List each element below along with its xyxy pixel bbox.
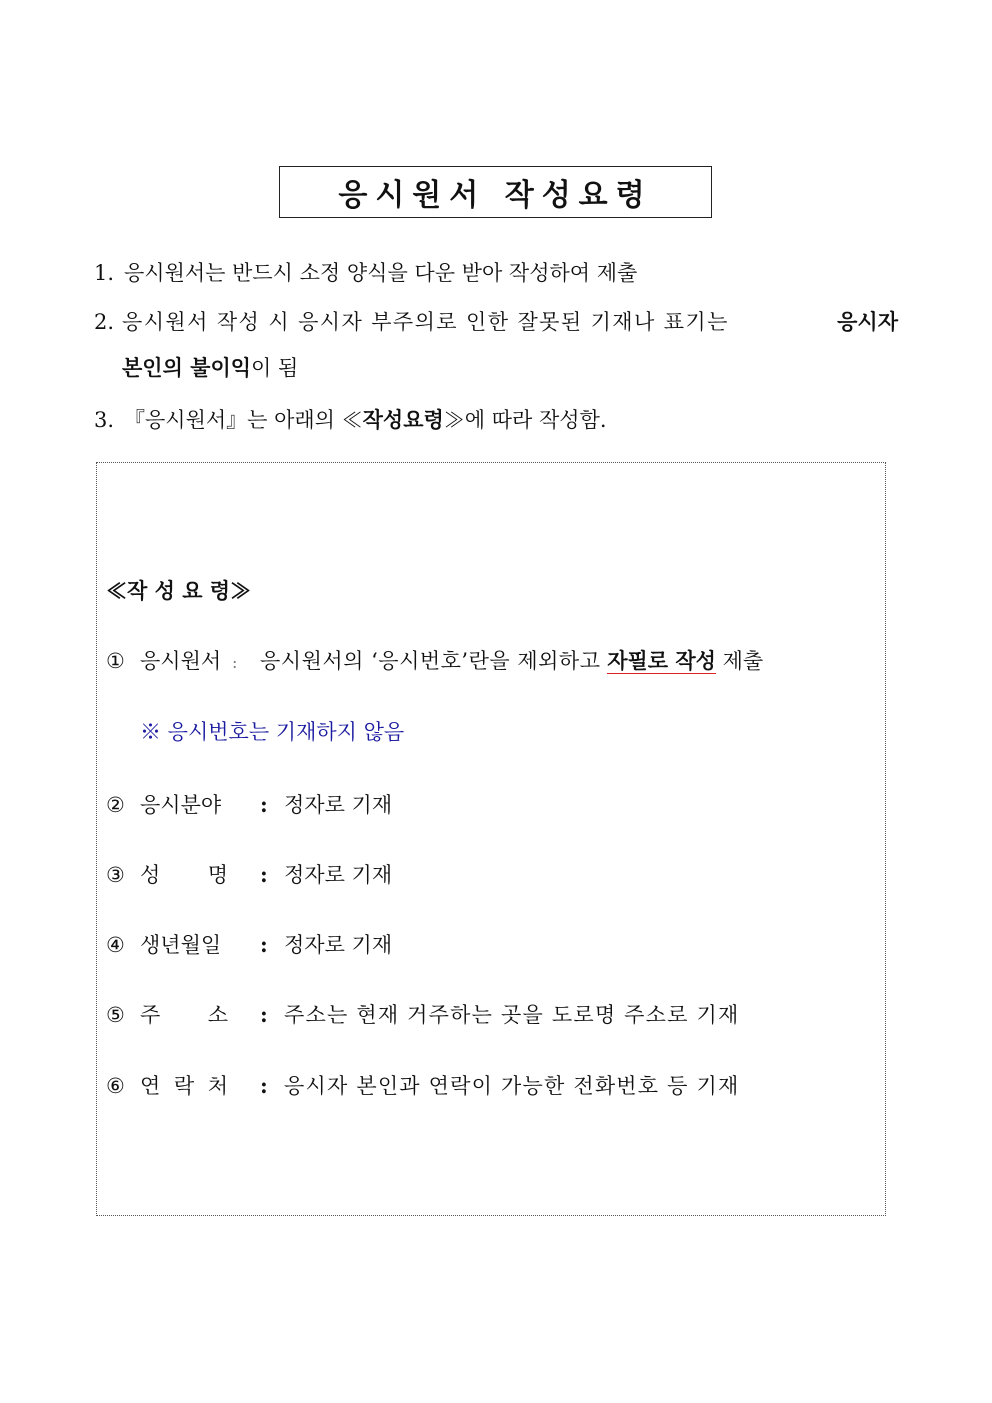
guide-row-3 (106, 860, 392, 890)
item-number: 1. (94, 261, 115, 285)
label-part: 성 (140, 863, 161, 887)
row-text: 응시원서의 ‘응시번호’란을 제외하고 (260, 649, 601, 673)
guide-heading (106, 576, 251, 606)
page-title: 응시원서 작성요령 (279, 166, 712, 218)
item-text-pre: 『응시원서』는 아래의 ≪ (124, 408, 363, 432)
item-number: 2. (94, 310, 115, 334)
guide-row-5 (106, 1000, 739, 1030)
row-colon: : (232, 653, 238, 672)
row-label (140, 860, 228, 890)
row-label: 응시원서 (140, 649, 222, 673)
instruction-2 (94, 307, 898, 337)
row-text: 응시자 본인과 연락이 가능한 전화번호 등 기재 (284, 1074, 740, 1098)
label-part: 명 (207, 863, 228, 887)
label-part: 연 (140, 1074, 161, 1098)
row-tail: 제출 (722, 649, 764, 673)
instruction-2-cont (122, 353, 298, 383)
guide-row-1 (106, 646, 763, 678)
item-text-part1: 응시원서 작성 시 응시자 부주의로 인한 잘못된 기재나 표기는 (122, 310, 729, 334)
item-bold: 작성요령 (362, 407, 444, 432)
row-colon: : (260, 932, 268, 957)
row-text: 정자로 기재 (284, 933, 393, 957)
guide-heading-text: ≪작 성 요 령≫ (106, 578, 252, 603)
row-colon: : (260, 792, 268, 817)
guide-note: ※ 응시번호는 기재하지 않음 (140, 720, 405, 744)
row-colon: : (260, 1073, 268, 1098)
row-colon: : (260, 862, 268, 887)
item-bold-part2: 본인의 불이익 (122, 355, 252, 380)
underlined-emphasis: 자필로 작성 (607, 648, 716, 673)
row-text: 정자로 기재 (284, 793, 393, 817)
item-text-post: ≫에 따라 작성함. (443, 408, 607, 432)
item-text: 응시원서는 반드시 소정 양식을 다운 받아 작성하여 제출 (124, 261, 638, 285)
row-number: ④ (106, 933, 125, 957)
row-text: 주소는 현재 거주하는 곳을 도로명 주소로 기재 (284, 1003, 740, 1027)
instruction-1 (94, 258, 637, 288)
row-text: 정자로 기재 (284, 863, 393, 887)
label-part: 락 (173, 1074, 195, 1098)
row-number: ② (106, 793, 125, 817)
row-number: ⑤ (106, 1003, 125, 1027)
instruction-3 (94, 405, 607, 435)
row-label: 응시분야 (140, 793, 222, 817)
row-number: ① (106, 649, 125, 673)
item-bold-part1: 응시자 (837, 309, 898, 334)
item-text-part2: 이 됨 (251, 356, 299, 380)
row-number: ⑥ (106, 1074, 125, 1098)
label-part: 처 (207, 1074, 228, 1098)
guide-row-4 (106, 930, 392, 960)
item-number: 3. (94, 408, 115, 432)
row-number: ③ (106, 863, 125, 887)
label-part: 소 (207, 1003, 228, 1027)
guide-row-6 (106, 1071, 739, 1101)
row-label (140, 1071, 228, 1101)
row-label (140, 1000, 228, 1030)
label-part: 주 (140, 1003, 161, 1027)
row-label: 생년월일 (140, 933, 222, 957)
guide-row-2 (106, 790, 392, 820)
row-colon: : (260, 1002, 268, 1027)
